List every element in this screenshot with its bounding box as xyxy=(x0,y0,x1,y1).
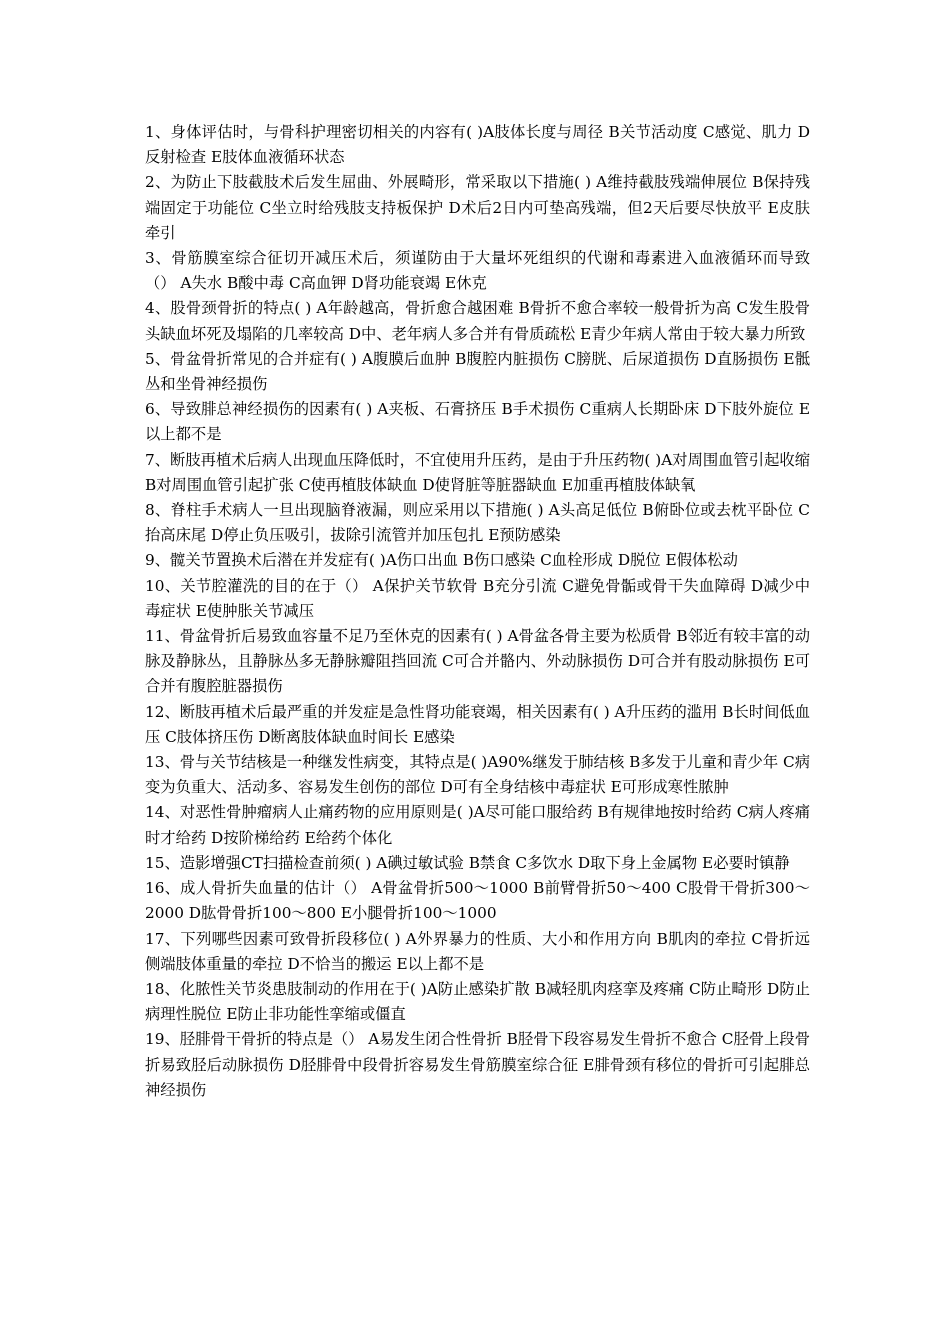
question-13: 13、骨与关节结核是一种继发性病变，其特点是( )A90%继发于肺结核 B多发于儿童和青少年 C病变为负重大、活动多、容易发生创伤的部位 D可有全身结核中毒症状 E可形成寒性脓肿 xyxy=(145,753,810,797)
question-7: 7、断肢再植术后病人出现血压降低时，不宜使用升压药，是由于升压药物( )A对周围血管引起收缩 B对周围血管引起扩张 C使再植肢体缺血 D使肾脏等脏器缺血 E加重再植肢体缺氧 xyxy=(145,450,810,494)
question-4: 4、股骨颈骨折的特点( ) A年龄越高，骨折愈合越困难 B骨折不愈合率较一般骨折为高 C发生股骨头缺血坏死及塌陷的几率较高 D中、老年病人多合并有骨质疏松 E青少年病人常由于较大暴力所致 xyxy=(145,299,810,343)
question-8: 8、脊柱手术病人一旦出现脑脊液漏，则应采用以下措施( ) A头高足低位 B俯卧位或去枕平卧位 C抬高床尾 D停止负压吸引，拔除引流管并加压包扎 E预防感染 xyxy=(145,501,810,545)
question-19: 19、胫腓骨干骨折的特点是（） A易发生闭合性骨折 B胫骨下段容易发生骨折不愈合 C胫骨上段骨折易致胫后动脉损伤 D胫腓骨中段骨折容易发生骨筋膜室综合征 E腓骨颈有移位的骨折可引起腓总神经损伤 xyxy=(145,1030,810,1099)
question-17: 17、下列哪些因素可致骨折段移位( ) A外界暴力的性质、大小和作用方向 B肌肉的牵拉 C骨折远侧端肢体重量的牵拉 D不恰当的搬运 E以上都不是 xyxy=(145,929,810,973)
question-6: 6、导致腓总神经损伤的因素有( ) A夹板、石膏挤压 B手术损伤 C重病人长期卧床 D下肢外旋位 E以上都不是 xyxy=(145,400,810,444)
question-3: 3、骨筋膜室综合征切开减压术后，须谨防由于大量坏死组织的代谢和毒素进入血液循环而导致（） A失水 B酸中毒 C高血钾 D肾功能衰竭 E休克 xyxy=(145,249,810,293)
question-2: 2、为防止下肢截肢术后发生屈曲、外展畸形，常采取以下措施( ) A维持截肢残端伸展位 B保持残端固定于功能位 C坐立时给残肢支持板保护 D术后2日内可垫高残端，但2天后要尽快放平 E皮肤牵引 xyxy=(145,173,810,242)
question-14: 14、对恶性骨肿瘤病人止痛药物的应用原则是( )A尽可能口服给药 B有规律地按时给药 C病人疼痛时才给药 D按阶梯给药 E给药个体化 xyxy=(145,803,810,847)
question-1: 1、身体评估时，与骨科护理密切相关的内容有( )A肢体长度与周径 B关节活动度 C感觉、肌力 D反射检查 E肢体血液循环状态 xyxy=(145,123,810,167)
question-15: 15、造影增强CT扫描检查前须( ) A碘过敏试验 B禁食 C多饮水 D取下身上金属物 E必要时镇静 xyxy=(145,853,790,872)
question-12: 12、断肢再植术后最严重的并发症是急性肾功能衰竭，相关因素有( ) A升压药的滥用 B长时间低血压 C肢体挤压伤 D断离肢体缺血时间长 E感染 xyxy=(145,702,810,746)
question-5: 5、骨盆骨折常见的合并症有( ) A腹膜后血肿 B腹腔内脏损伤 C膀胱、后尿道损伤 D直肠损伤 E骶丛和坐骨神经损伤 xyxy=(145,349,810,394)
question-11: 11、骨盆骨折后易致血容量不足乃至休克的因素有( ) A骨盆各骨主要为松质骨 B邻近有较丰富的动脉及静脉丛，且静脉丛多无静脉瓣阻挡回流 C可合并骼内、外动脉损伤 D可合并有股动脉损伤 E可合并有腹腔脏器损伤 xyxy=(145,627,810,696)
document-body xyxy=(145,120,810,1103)
question-18: 18、化脓性关节炎患肢制动的作用在于( )A防止感染扩散 B减轻肌肉痉挛及疼痛 C防止畸形 D防止病理性脱位 E防止非功能性挛缩或僵直 xyxy=(145,979,810,1024)
question-16: 16、成人骨折失血量的估计（） A骨盆骨折500～1000 B前臂骨折50～400 C股骨干骨折300～2000 D肱骨骨折100～800 E小腿骨折100～1000 xyxy=(145,879,810,923)
question-10: 10、关节腔灌洗的目的在于（） A保护关节软骨 B充分引流 C避免骨骺或骨干失血障碍 D减少中毒症状 E使肿胀关节减压 xyxy=(145,576,810,620)
question-9: 9、髋关节置换术后潜在并发症有( )A伤口出血 B伤口感染 C血栓形成 D脱位 E假体松动 xyxy=(145,551,738,570)
